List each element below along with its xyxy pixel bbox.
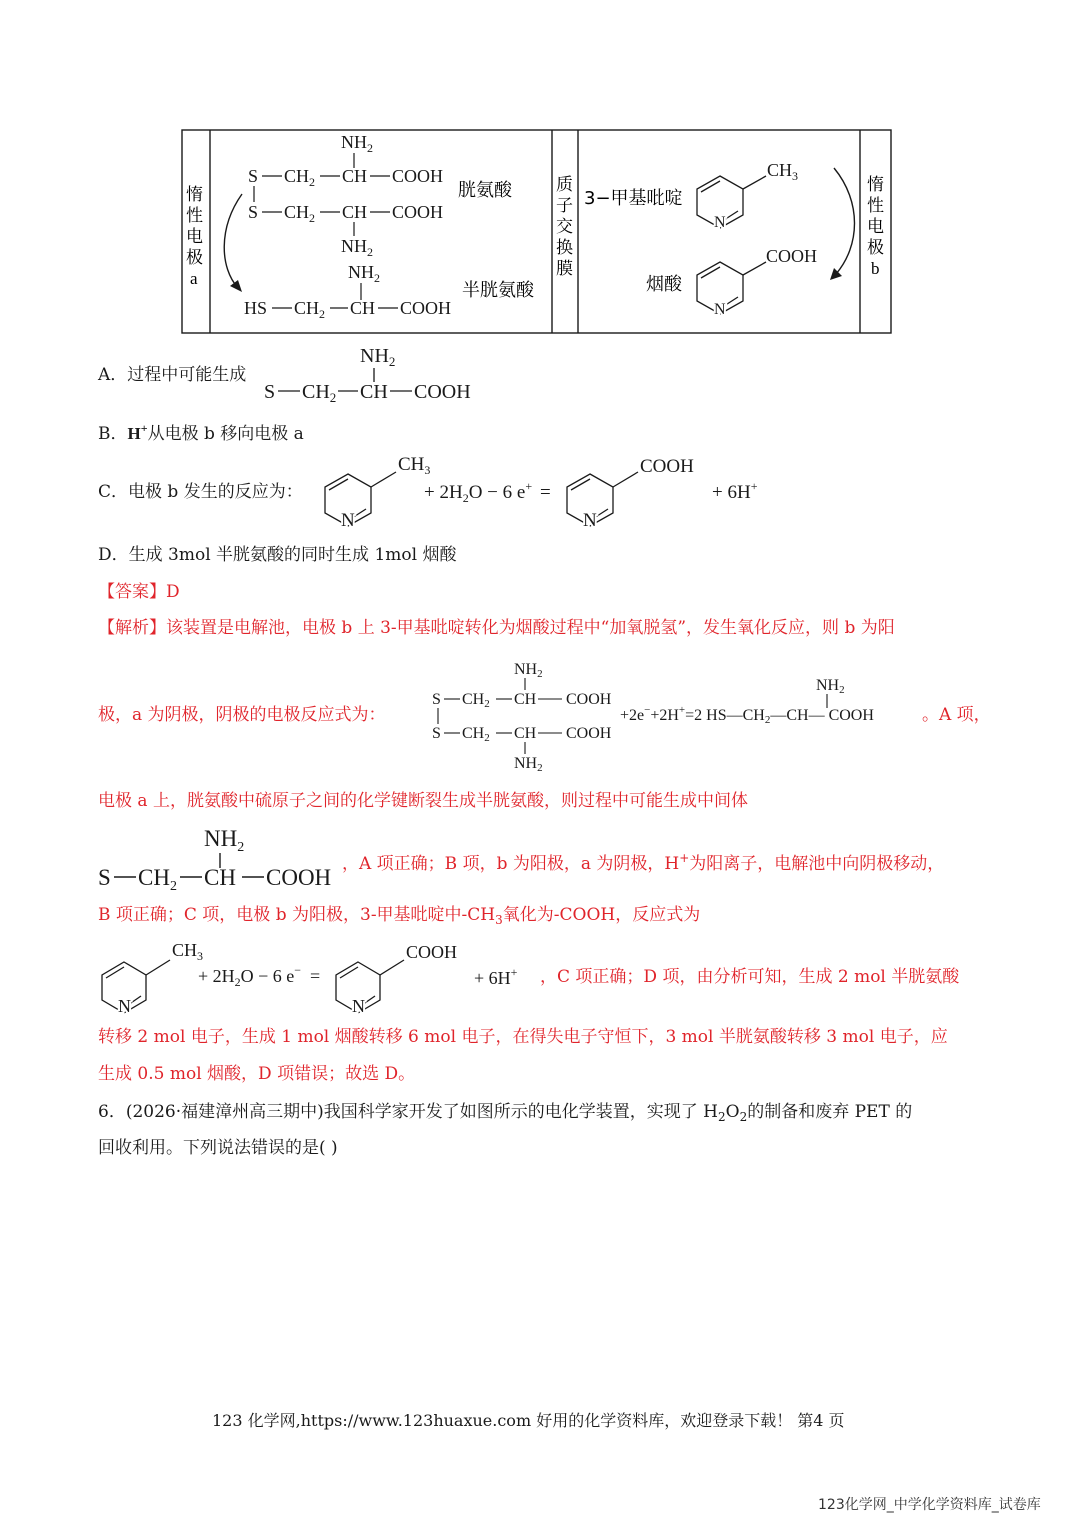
cysteine-structure — [244, 262, 451, 321]
svg-text:S: S — [98, 865, 111, 890]
analysis-line-2-pre: 极，a 为阴极，阴极的电极反应式为： — [98, 705, 386, 725]
cathode-equation — [428, 656, 928, 776]
analysis-line-1: 【解析】该装置是电解池，电极 b 上 3-甲基吡啶转化为烟酸过程中“加氧脱氢”，发生氧化反应，则 b 为阳 — [98, 618, 895, 638]
svg-text:极: 极 — [186, 248, 203, 268]
svg-text:CH2: CH2 — [462, 725, 490, 744]
svg-text:S: S — [432, 725, 441, 742]
svg-text:子: 子 — [556, 196, 573, 216]
svg-text:NH2: $NH_2$ — [341, 236, 373, 259]
question-6-line-1: 6．(2026·福建漳州高三期中)我国科学家开发了如图所示的电化学装置，实现了 $H_2O_2$的制备和废弃 PET 的 — [98, 1102, 913, 1124]
anode-equation — [96, 934, 546, 1016]
analysis-line-8: 生成 0.5 mol 烟酸，D 项错误；故选 D。 — [98, 1064, 416, 1084]
analysis-line-7: 转移 2 mol 电子，生成 1 mol 烟酸转移 6 mol 电子，在得失电子守恒下，3 mol 半胱氨酸转移 3 mol 电子，应 — [98, 1027, 948, 1047]
option-b: B．H+从电极 b 移向电极 a — [98, 421, 304, 444]
curved-arrow-icon — [834, 168, 855, 274]
analysis-line-2-post: 。A 项， — [922, 705, 991, 725]
svg-text:CH: CH — [514, 691, 537, 708]
option-a: A．过程中可能生成 — [98, 365, 247, 385]
svg-text:HS: HS — [244, 298, 268, 318]
svg-text:S: S — [264, 381, 276, 403]
svg-text:交: 交 — [556, 217, 573, 237]
analysis-line-6-post: ，C 项正确；D 项，由分析可知，生成 2 mol 半胱氨酸 — [540, 967, 960, 987]
svg-text:CH3: $CH_3$ — [172, 940, 204, 963]
electrochem-diagram — [180, 128, 894, 336]
svg-text:电: 电 — [867, 217, 884, 237]
svg-text:COOH: COOH — [406, 942, 458, 962]
option-c-equation — [318, 446, 778, 530]
option-a-structure — [262, 342, 484, 406]
option-c: C．电极 b 发生的反应为： — [98, 482, 303, 502]
methylpyridine-ring — [697, 176, 766, 228]
svg-text:膜: 膜 — [556, 259, 573, 279]
svg-text:NH2: NH2 — [816, 677, 845, 696]
svg-text:N: N — [118, 996, 131, 1016]
svg-text:CH: CH — [514, 725, 537, 742]
membrane-label — [556, 175, 573, 279]
svg-text:CH3: $CH_3$ — [398, 454, 431, 477]
svg-text:COOH: COOH — [766, 246, 818, 266]
analysis-line-4: ，A 项正确；B 项，b 为阳极，a 为阴极，H+为阳离子，电解池中向阴极移动， — [342, 851, 945, 874]
svg-text:CH2: $CH_2$ — [284, 202, 316, 225]
svg-text:CH: CH — [204, 865, 236, 890]
electrode-b-label — [867, 175, 884, 278]
intermediate-structure — [96, 822, 346, 894]
svg-text:性: 性 — [186, 206, 203, 226]
cysteine-label: 半胱氨酸 — [462, 280, 534, 301]
svg-text:换: 换 — [556, 238, 573, 258]
svg-text:NH2: $NH_2$ — [348, 262, 380, 285]
svg-text:a: a — [190, 269, 198, 288]
svg-text:S: S — [432, 691, 441, 708]
svg-text:CH2: $CH_2$ — [302, 381, 337, 405]
svg-text:CH2: $CH_2$ — [294, 298, 326, 321]
svg-text:CH2: CH2 — [462, 691, 490, 710]
page-footer: 123 化学网,https://www.123huaxue.com 好用的化学资料库，欢迎登录下载！ 第4 页 — [212, 1411, 845, 1430]
electrode-a-label — [186, 185, 203, 288]
curved-arrow-icon — [224, 194, 242, 288]
svg-text:质: 质 — [556, 175, 573, 195]
svg-text:CH: CH — [342, 202, 368, 222]
svg-text:电: 电 — [186, 227, 203, 247]
svg-text:CH: CH — [350, 298, 376, 318]
svg-text:S: S — [248, 166, 259, 186]
svg-text:+ 6H+: + 6H+ — [474, 965, 518, 988]
svg-text:NH2: NH2 — [514, 661, 543, 680]
svg-text:=: = — [540, 482, 551, 503]
svg-text:=: = — [310, 966, 321, 986]
svg-text:COOH: COOH — [566, 725, 612, 742]
svg-text:b: b — [871, 259, 880, 278]
svg-text:CH2: $CH_2$ — [284, 166, 316, 189]
cystine-structure — [248, 132, 443, 259]
answer: 【答案】D — [98, 582, 180, 602]
svg-text:N: N — [341, 510, 355, 530]
svg-text:NH2: $NH_2$ — [360, 345, 396, 369]
svg-text:性: 性 — [867, 196, 884, 216]
svg-text:COOH: COOH — [400, 298, 452, 318]
svg-text:+ 6H+: + 6H+ — [712, 479, 758, 503]
svg-text:惰: 惰 — [186, 185, 203, 205]
nicotinic-label: 烟酸 — [646, 274, 682, 295]
nicotinic-ring — [697, 262, 766, 314]
svg-text:NH2: $NH_2$ — [204, 826, 245, 855]
svg-text:N: N — [714, 214, 726, 231]
svg-text:COOH: COOH — [392, 202, 444, 222]
cystine-label: 胱氨酸 — [458, 180, 512, 201]
svg-text:NH2: NH2 — [514, 755, 543, 774]
svg-text:COOH: COOH — [640, 456, 694, 477]
svg-text:CH: CH — [342, 166, 368, 186]
svg-text:CH2: $CH_2$ — [138, 865, 177, 894]
svg-text:+ 2H2O − 6 e+: + $2H_2O - 6$ e+ — [424, 479, 533, 505]
svg-text:N: N — [352, 996, 365, 1016]
svg-text:极: 极 — [867, 238, 884, 258]
svg-text:CH: CH — [360, 381, 388, 403]
svg-text:惰: 惰 — [867, 175, 884, 195]
option-d: D．生成 3mol 半胱氨酸的同时生成 1mol 烟酸 — [98, 545, 457, 565]
watermark: 123化学网_中学化学资料库_试卷库 — [818, 1497, 1041, 1513]
svg-text:S: S — [248, 202, 259, 222]
svg-text:+2e−+2H+=2 HS—CH2—CH— COOH: +2e−+2H+=2 HS—CH2—CH— COOH — [620, 704, 874, 726]
analysis-line-3: 电极 a 上，胱氨酸中硫原子之间的化学键断裂生成半胱氨酸，则过程中可能生成中间体 — [98, 791, 748, 811]
svg-text:COOH: COOH — [392, 166, 444, 186]
svg-text:COOH: COOH — [566, 691, 612, 708]
svg-text:N: N — [714, 301, 726, 318]
svg-text:COOH: COOH — [414, 381, 471, 403]
analysis-line-5: B 项正确；C 项，电极 b 为阳极，3-甲基吡啶中$-CH_3$氧化为-COOH，反应式为 — [98, 905, 701, 927]
methylpyridine-label: 3−甲基吡啶 — [584, 188, 683, 209]
svg-text:CH3: $CH_3$ — [767, 160, 799, 183]
svg-text:+ 2H2O − 6 e−: + $2H_2O - 6$ e− — [198, 963, 302, 989]
svg-text:N: N — [583, 510, 597, 530]
svg-text:COOH: COOH — [266, 865, 332, 890]
question-6-line-2: 回收利用。下列说法错误的是( ) — [98, 1138, 338, 1158]
svg-text:NH2: $NH_2$ — [341, 132, 373, 155]
